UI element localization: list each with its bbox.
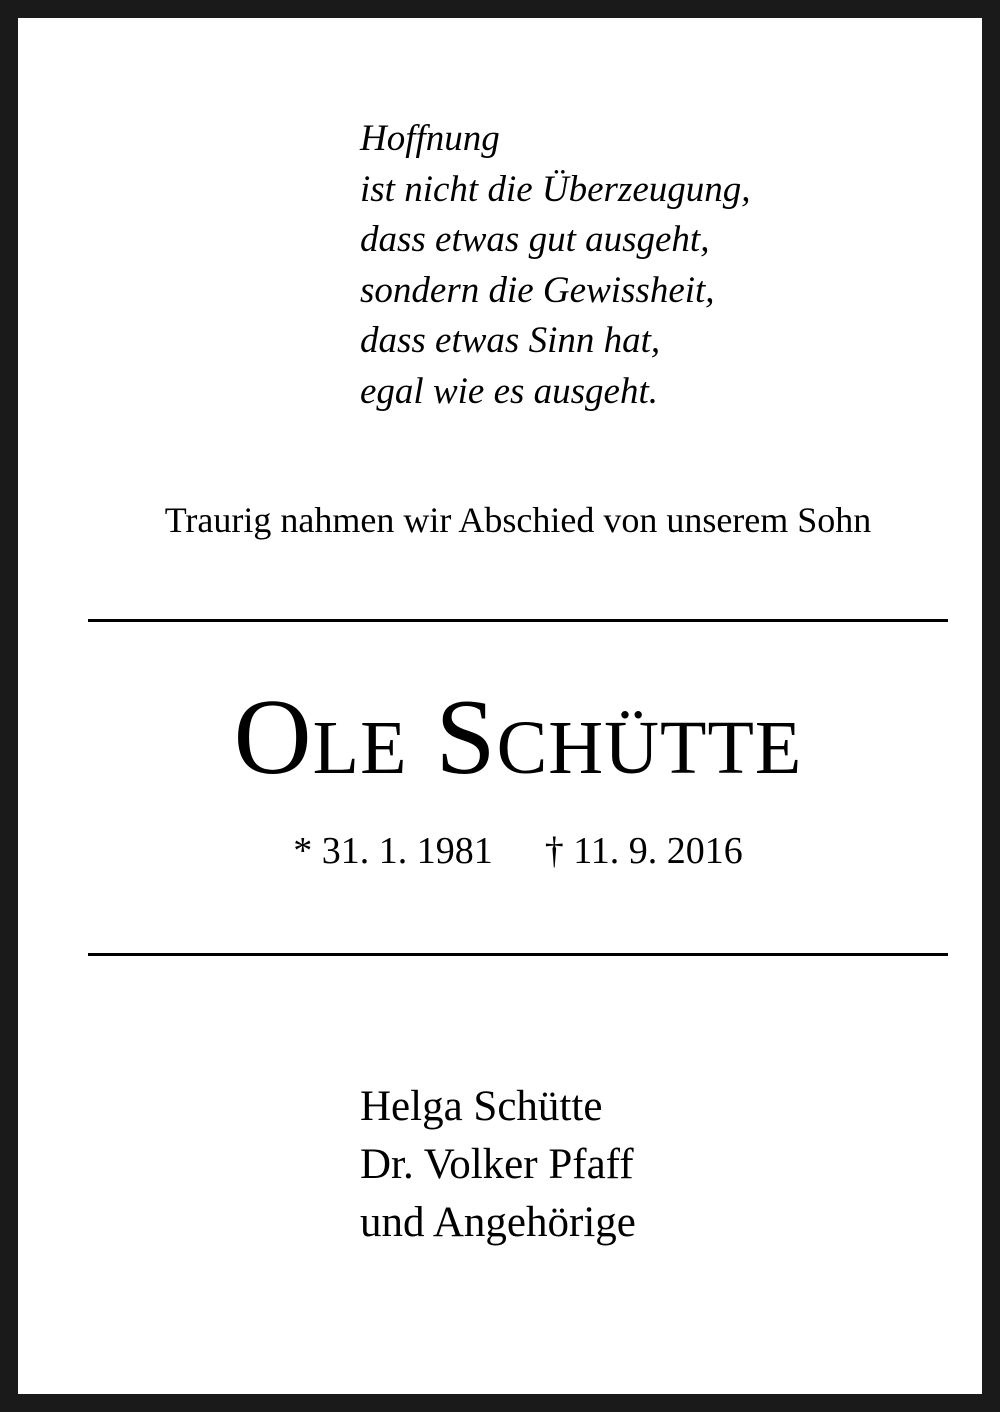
mourners-list [360,1078,636,1252]
poem [360,114,751,417]
life-dates [18,826,1000,876]
mourner-name: Dr. Volker Pfaff [360,1141,634,1188]
mourner-name: Helga Schütte [360,1083,603,1130]
intro-text: Traurig nahmen wir Abschied von unserem Sohn [164,500,872,540]
death-date: † 11. 9. 2016 [544,830,743,872]
poem-line: dass etwas Sinn hat, [360,320,661,361]
bottom-divider [88,953,948,956]
top-divider [88,619,948,622]
birth-date: * 31. 1. 1981 [293,830,493,872]
mourner-name: und Angehörige [360,1199,636,1246]
deceased-name: Ole Schütte [233,678,803,797]
poem-line: ist nicht die Überzeugung, [360,168,751,210]
poem-line: egal wie es ausgeht. [360,370,659,412]
poem-line: dass etwas gut ausgeht, [360,219,710,260]
poem-line: Hoffnung [360,118,500,159]
poem-line: sondern die Gewissheit, [360,269,715,311]
